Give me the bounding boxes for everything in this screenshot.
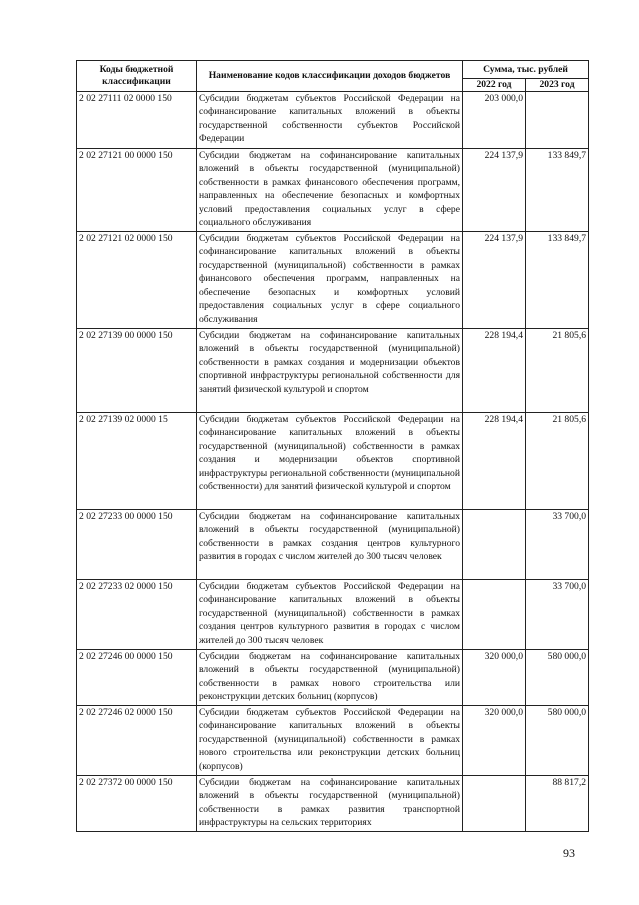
- table-row: [77, 148, 589, 231]
- row-code: 2 02 27246 00 0000 150: [77, 649, 197, 705]
- row-amount-2023: 133 849,7: [526, 148, 589, 231]
- row-amount-2022: 320 000,0: [463, 649, 526, 705]
- row-code: 2 02 27111 02 0000 150: [77, 91, 197, 148]
- row-amount-2022: [463, 579, 526, 649]
- header-year-2023: 2023 год: [526, 79, 589, 92]
- row-amount-2022: [463, 509, 526, 579]
- row-name: Субсидии бюджетам субъектов Российской Федерации на софинансирование капитальных вложений в объекты государственной (муниципальной) собственности в рамках нового строительства или реконструкции детских больниц (корпусов): [197, 705, 463, 775]
- table-row: [77, 231, 589, 328]
- row-code: 2 02 27139 02 0000 15: [77, 412, 197, 509]
- row-code: 2 02 27372 00 0000 150: [77, 775, 197, 831]
- row-amount-2023: [526, 91, 589, 148]
- row-code: 2 02 27233 00 0000 150: [77, 509, 197, 579]
- row-name: Субсидии бюджетам субъектов Российской Федерации на софинансирование капитальных вложений в объекты государственной собственности субъектов Российской Федерации: [197, 91, 463, 148]
- row-amount-2022: 228 194,4: [463, 412, 526, 509]
- row-amount-2022: [463, 775, 526, 831]
- row-name: Субсидии бюджетам субъектов Российской Федерации на софинансирование капитальных вложений в объекты государственной (муниципальной) собственности в рамках финансового обеспечения программ, направленных на обеспечение безопасных и комфортных условий предоставления социальных услуг в сфере социального обслуживания: [197, 231, 463, 328]
- row-amount-2023: 88 817,2: [526, 775, 589, 831]
- table-row: [77, 705, 589, 775]
- row-amount-2023: 21 805,6: [526, 328, 589, 412]
- row-amount-2023: 133 849,7: [526, 231, 589, 328]
- table-row: [77, 509, 589, 579]
- table-row: [77, 328, 589, 412]
- row-code: 2 02 27121 02 0000 150: [77, 231, 197, 328]
- row-amount-2023: 21 805,6: [526, 412, 589, 509]
- table-row: [77, 412, 589, 509]
- budget-table: [76, 60, 589, 832]
- row-name: Субсидии бюджетам на софинансирование капитальных вложений в объекты государственной (муниципальной) собственности в рамках финансового обеспечения программ, направленных на обеспечение безопасных и комфортных условий предоставления социальных услуг в сфере социального обслуживания: [197, 148, 463, 231]
- header-name: Наименование кодов классификации доходов бюджетов: [197, 61, 463, 92]
- row-amount-2023: 33 700,0: [526, 579, 589, 649]
- table-row: [77, 91, 589, 148]
- row-name: Субсидии бюджетам на софинансирование капитальных вложений в объекты государственной (муниципальной) собственности в рамках развития транспортной инфраструктуры на сельских территориях: [197, 775, 463, 831]
- row-name: Субсидии бюджетам на софинансирование капитальных вложений в объекты государственной (муниципальной) собственности в рамках создания и модернизации объектов спортивной инфраструктуры региональной собственности для занятий физической культурой и спортом: [197, 328, 463, 412]
- table-body: [77, 91, 589, 831]
- header-sum: Сумма, тыс. рублей: [463, 61, 589, 79]
- row-name: Субсидии бюджетам субъектов Российской Федерации на софинансирование капитальных вложений в объекты государственной (муниципальной) собственности в рамках создания центров культурного развития в городах с числом жителей до 300 тысяч человек: [197, 579, 463, 649]
- row-amount-2022: 224 137,9: [463, 148, 526, 231]
- row-amount-2023: 580 000,0: [526, 705, 589, 775]
- page-number: 93: [563, 846, 575, 860]
- row-code: 2 02 27139 00 0000 150: [77, 328, 197, 412]
- table-row: [77, 775, 589, 831]
- row-code: 2 02 27233 02 0000 150: [77, 579, 197, 649]
- header-codes: Коды бюджетной классификации: [77, 61, 197, 92]
- row-amount-2022: 228 194,4: [463, 328, 526, 412]
- row-code: 2 02 27246 02 0000 150: [77, 705, 197, 775]
- row-amount-2022: 203 000,0: [463, 91, 526, 148]
- row-name: Субсидии бюджетам субъектов Российской Федерации на софинансирование капитальных вложений в объекты государственной (муниципальной) собственности в рамках создания и модернизации объектов спортивной инфраструктуры региональной собственности (муниципальной собственности) для занятий физической культурой и спортом: [197, 412, 463, 509]
- row-code: 2 02 27121 00 0000 150: [77, 148, 197, 231]
- table-row: [77, 579, 589, 649]
- row-amount-2023: 580 000,0: [526, 649, 589, 705]
- row-name: Субсидии бюджетам на софинансирование капитальных вложений в объекты государственной (муниципальной) собственности в рамках нового строительства или реконструкции детских больниц (корпусов): [197, 649, 463, 705]
- table-header: [77, 61, 589, 92]
- header-year-2022: 2022 год: [463, 79, 526, 92]
- table-row: [77, 649, 589, 705]
- row-amount-2022: 224 137,9: [463, 231, 526, 328]
- row-amount-2023: 33 700,0: [526, 509, 589, 579]
- row-name: Субсидии бюджетам на софинансирование капитальных вложений в объекты государственной (муниципальной) собственности в рамках создания центров культурного развития в городах с числом жителей до 300 тысяч человек: [197, 509, 463, 579]
- row-amount-2022: 320 000,0: [463, 705, 526, 775]
